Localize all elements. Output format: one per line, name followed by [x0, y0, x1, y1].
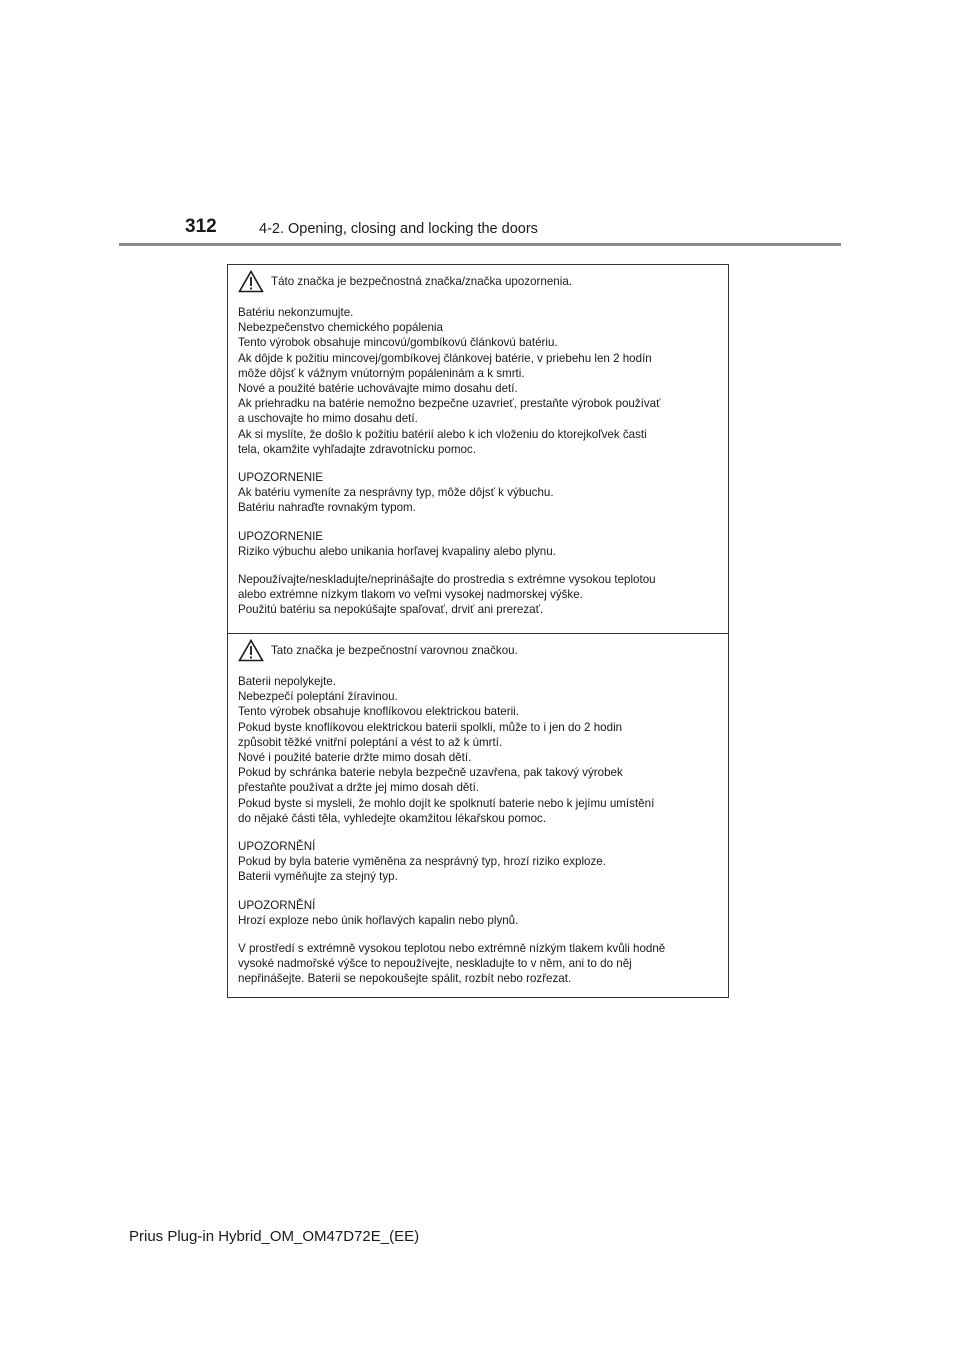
- notice-czech: [228, 634, 728, 998]
- notice-paragraph: UPOZORNENIE Riziko výbuchu alebo unikania horľavej kvapaliny alebo plynu.: [238, 529, 556, 558]
- notice-paragraph: V prostředí s extrémně vysokou teplotou nebo extrémně nízkým tlakem kvůli hodně vysoké nadmořské výšce to nepoužívejte, neskladujte to v něm, ani to do něj nepřinášejte. Baterii se nepokoušejte spálit, rozbít nebo rozřezat.: [238, 942, 666, 986]
- notice-slovak: [228, 265, 728, 633]
- warning-triangle-icon: [238, 639, 264, 662]
- symbol-caption: Tato značka je bezpečnostní varovnou značkou.: [271, 644, 518, 657]
- page-header: [0, 0, 960, 250]
- symbol-caption: Táto značka je bezpečnostná značka/značka upozornenia.: [271, 275, 572, 288]
- warning-triangle-icon: [238, 270, 264, 293]
- header-divider: [119, 243, 841, 246]
- notice-paragraph: UPOZORNENIE Ak batériu vymeníte za nesprávny typ, môže dôjsť k výbuchu. Batériu nahraďte rovnakým typom.: [238, 471, 554, 515]
- symbol-line: [238, 271, 718, 293]
- section-title: 4-2. Opening, closing and locking the doors: [259, 221, 538, 237]
- symbol-line: [238, 640, 718, 662]
- notice-paragraph: UPOZORNĚNÍ Pokud by byla baterie vyměněna za nesprávný typ, hrozí riziko exploze. Baterii vyměňujte za stejný typ.: [238, 840, 606, 884]
- page-number: 312: [185, 216, 217, 237]
- notice-paragraph: Batériu nekonzumujte. Nebezpečenstvo chemického popálenia Tento výrobok obsahuje mincovú/gombíkovú článkovú batériu. Ak dôjde k požitiu mincovej/gombíkovej článkovej batérie, v priebehu len 2 hodín môže dôjsť k vážnym vnútorným popáleninám a k smrti. Nové a použité batérie uchovávajte mimo dosahu detí. Ak priehradku na batérie nemožno bezpečne uzavrieť, prestaňte výrobok používať a uschovajte ho mimo dosahu detí. Ak si myslíte, že došlo k požitiu batérií alebo k ich vloženiu do ktorejkoľvek časti tela, okamžite vyhľadajte zdravotnícku pomoc.: [238, 306, 661, 456]
- footer-model-code: Prius Plug-in Hybrid_OM_OM47D72E_(EE): [129, 1228, 420, 1245]
- notice-paragraph: UPOZORNĚNÍ Hrozí exploze nebo únik hořlavých kapalin nebo plynů.: [238, 898, 519, 927]
- notice-paragraph: Nepoužívajte/neskladujte/neprinášajte do prostredia s extrémne vysokou teplotou alebo extrémne nízkym tlakom vo veľmi vysokej nadmorskej výške. Použitú batériu sa nepokúšajte spaľovať, drviť ani prerezať.: [238, 573, 656, 617]
- battery-warning-notice: [227, 264, 729, 998]
- notice-paragraph: Baterii nepolykejte. Nebezpečí poleptání žíravinou. Tento výrobek obsahuje knoflíkovou elektrickou baterii. Pokud byste knoflíkovou elektrickou baterii spolkli, může to i jen do 2 hodin způsobit těžké vnitřní poleptání a vést to až k úmrtí. Nové i použité baterie držte mimo dosah dětí. Pokud by schránka baterie nebyla bezpečně uzavřena, pak takový výrobek přestaňte používat a držte jej mimo dosah dětí. Pokud byste si mysleli, že mohlo dojít ke spolknutí baterie nebo k jejímu umístění do nějaké části těla, vyhledejte okamžitou lékařskou pomoc.: [238, 675, 655, 825]
